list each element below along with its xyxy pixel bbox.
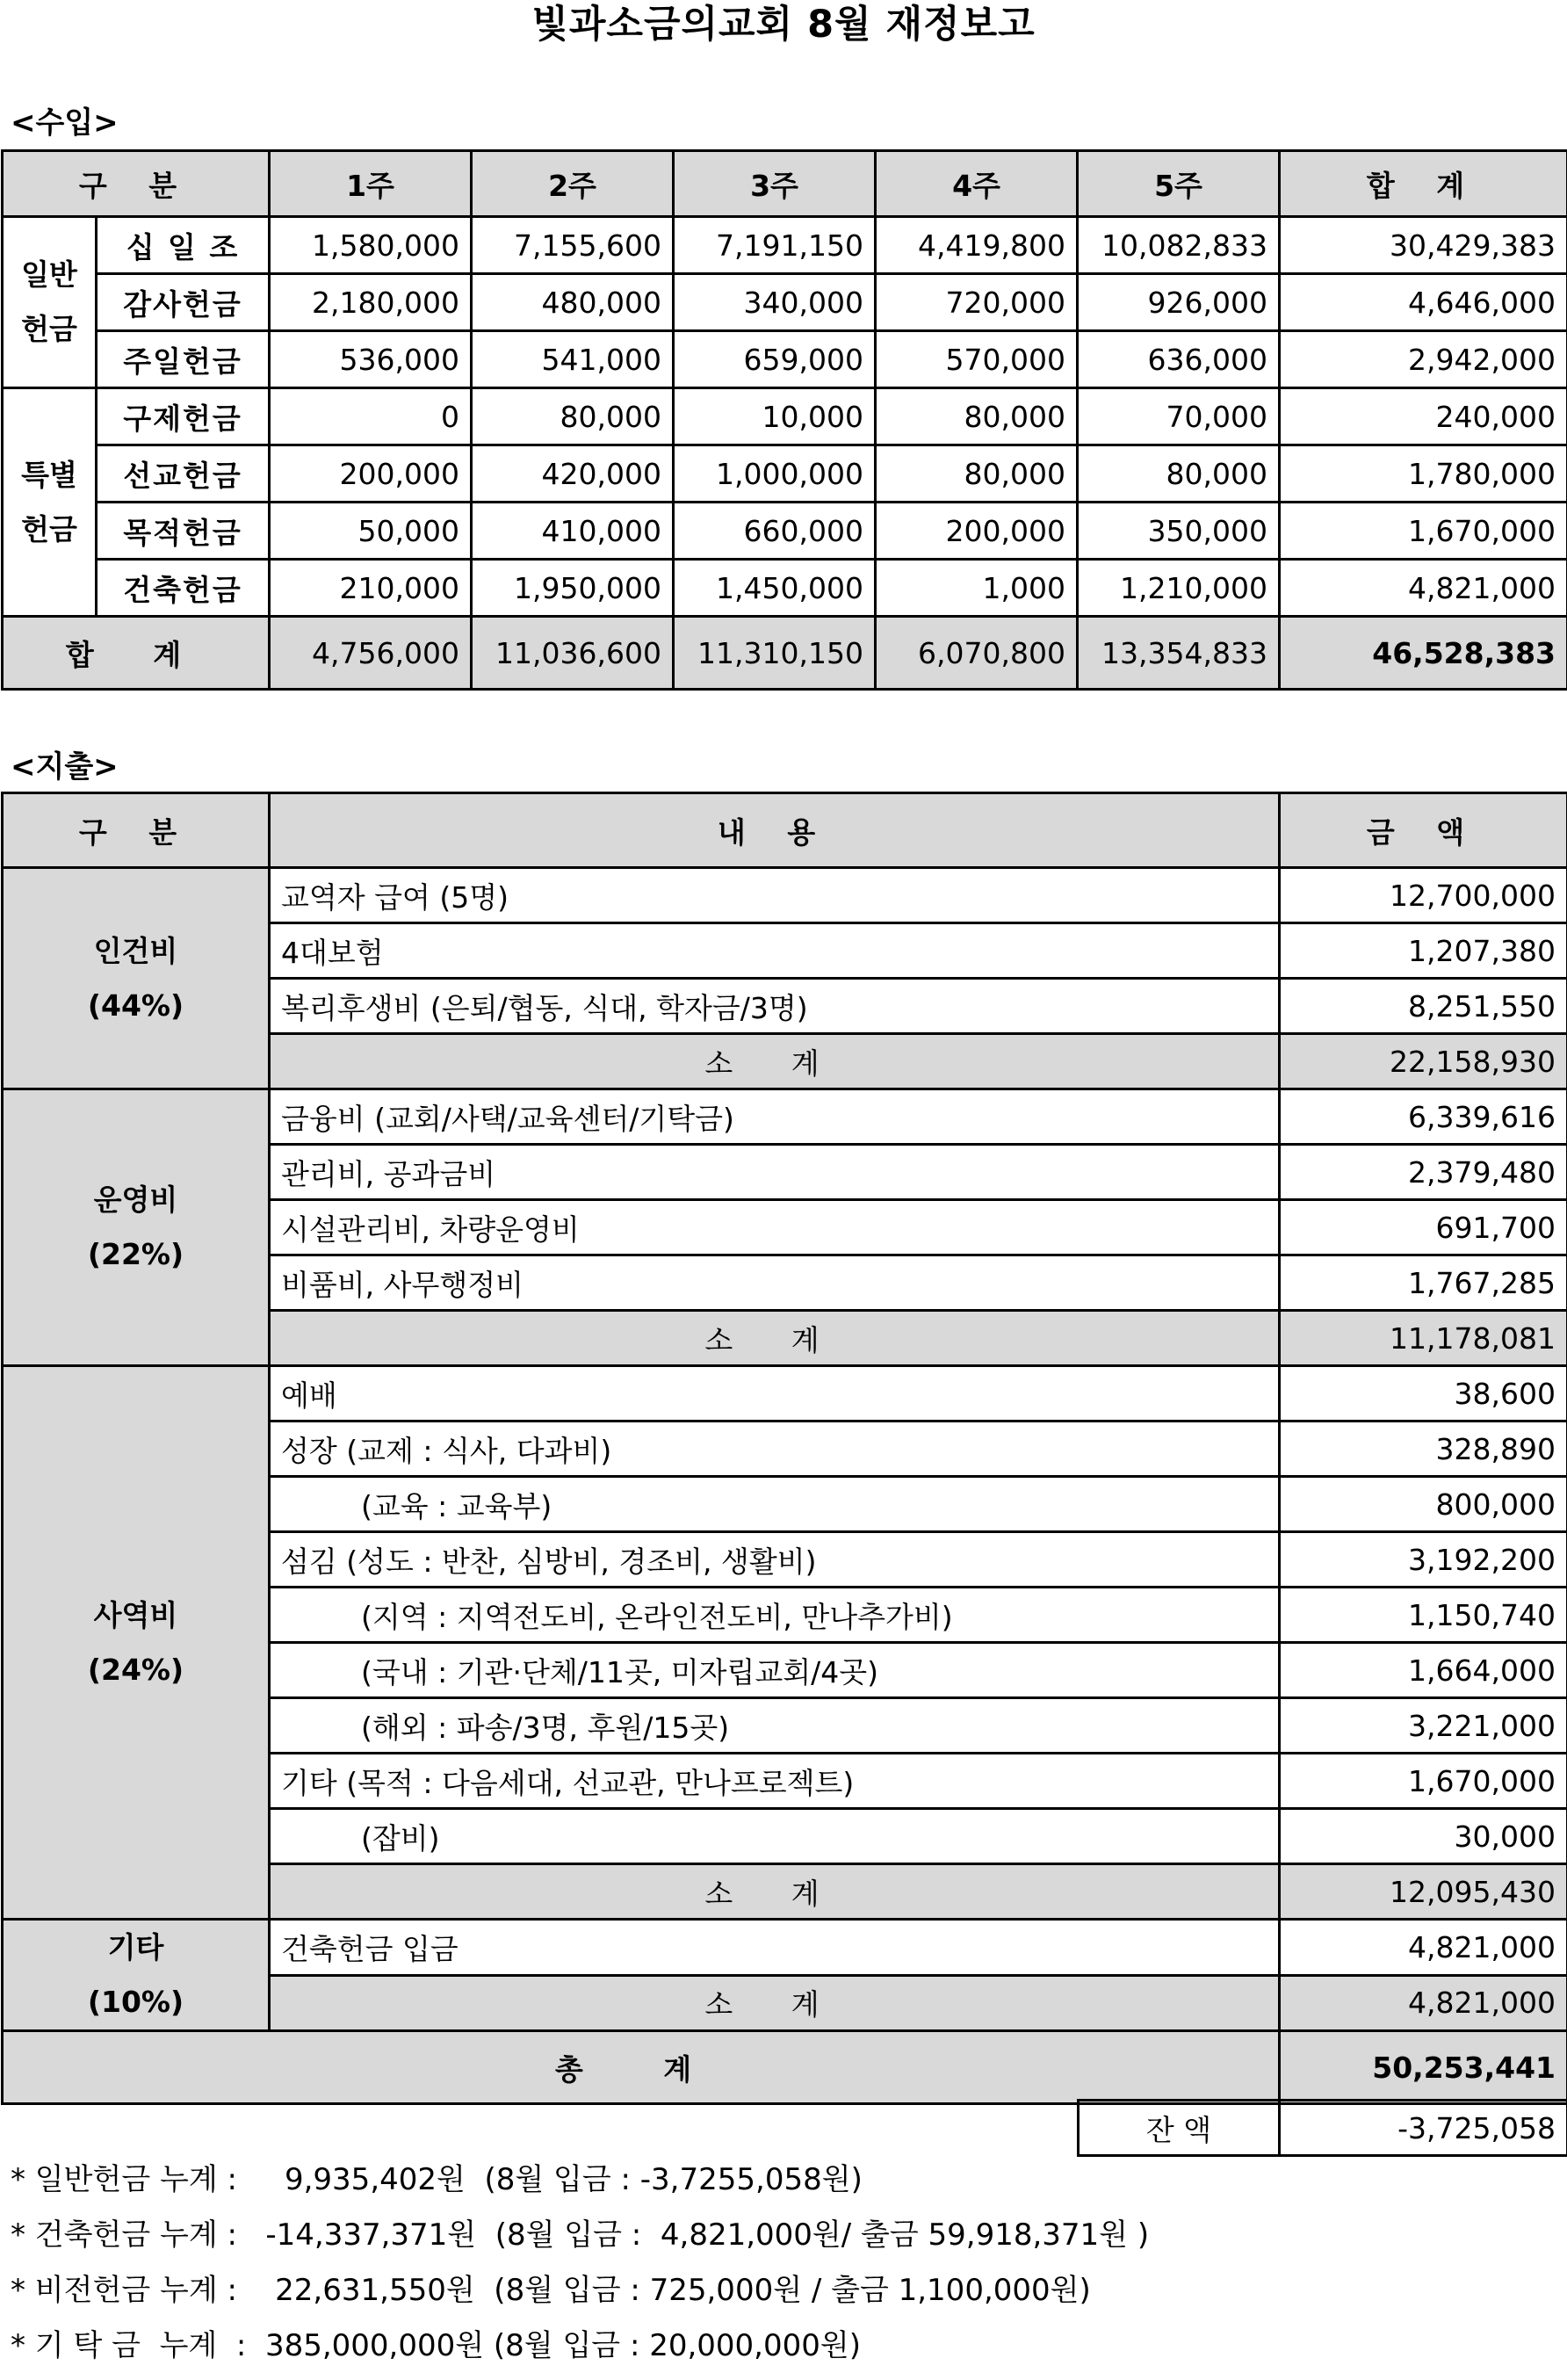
income-group-label-line2: 헌금: [21, 312, 77, 346]
expense-grand-total-amount: 50,253,441: [1280, 2031, 1567, 2104]
expense-subtotal-amount: 22,158,930: [1280, 1034, 1567, 1089]
note-general: * 일반헌금 누계 : 9,935,402원 (8월 입금 : -3,7255,058원): [11, 2162, 863, 2197]
expense-grand-total-label: 총 계: [3, 2031, 1280, 2104]
income-category: 건축헌금: [97, 560, 270, 617]
expense-subtotal-label: 소 계: [270, 1311, 1280, 1366]
income-header-cell: 구 분: [3, 151, 270, 217]
income-value: 410,000: [472, 503, 674, 560]
income-table: [1, 149, 1567, 691]
income-value: 541,000: [472, 331, 674, 388]
expense-item: 관리비, 공과금비: [270, 1145, 1280, 1200]
income-total-value: 11,310,150: [674, 617, 876, 690]
income-value: 420,000: [472, 445, 674, 503]
expense-item: 비품비, 사무행정비: [270, 1255, 1280, 1311]
income-total-value: 46,528,383: [1280, 617, 1567, 690]
income-header-cell: 4주: [876, 151, 1078, 217]
expense-group-label-line1: 기타: [107, 1930, 164, 1964]
income-header-cell: 합 계: [1280, 151, 1567, 217]
income-total-label: 합 계: [3, 617, 270, 690]
income-group-label-line2: 헌금: [21, 511, 77, 546]
expense-header-cell: 내 용: [270, 793, 1280, 868]
expense-item: 교역자 급여 (5명): [270, 868, 1280, 923]
expense-item: (지역 : 지역전도비, 온라인전도비, 만나추가비): [270, 1588, 1280, 1643]
expense-subtotal-amount: 11,178,081: [1280, 1311, 1567, 1366]
income-value: 7,155,600: [472, 217, 674, 274]
income-total-row: [3, 617, 1567, 690]
income-value: 480,000: [472, 274, 674, 331]
expense-subtotal-label: 소 계: [270, 1034, 1280, 1089]
income-group-label: [3, 388, 97, 617]
notes: [11, 2152, 1149, 2374]
expense-table: [1, 792, 1567, 2105]
income-category: 선교헌금: [97, 445, 270, 503]
income-value: 720,000: [876, 274, 1078, 331]
income-row: [3, 274, 1567, 331]
expense-group-label-line1: 인건비: [93, 933, 178, 968]
balance-amount: -3,725,058: [1280, 2101, 1567, 2156]
income-category: 구제헌금: [97, 388, 270, 445]
expense-subtotal-amount: 4,821,000: [1280, 1975, 1567, 2031]
expense-group-label: [3, 1920, 270, 2031]
income-value: 2,942,000: [1280, 331, 1567, 388]
expense-amount: 30,000: [1280, 1809, 1567, 1864]
income-total-value: 13,354,833: [1078, 617, 1280, 690]
income-value: 1,210,000: [1078, 560, 1280, 617]
expense-subtotal-label: 소 계: [270, 1975, 1280, 2031]
note-vision: * 비전헌금 누계 : 22,631,550원 (8월 입금 : 725,000원 / 출금 1,100,000원): [11, 2273, 1091, 2308]
income-header-cell: 2주: [472, 151, 674, 217]
expense-header-cell: 금 액: [1280, 793, 1567, 868]
expense-subtotal-label: 소 계: [270, 1864, 1280, 1920]
expense-amount: 1,150,740: [1280, 1588, 1567, 1643]
income-group-label-line1: 일반: [21, 257, 77, 292]
income-value: 10,082,833: [1078, 217, 1280, 274]
expense-amount: 1,207,380: [1280, 923, 1567, 979]
expense-item: 건축헌금 입금: [270, 1920, 1280, 1976]
expense-amount: 3,192,200: [1280, 1532, 1567, 1588]
income-value: 1,580,000: [270, 217, 472, 274]
expense-item: 4대보험: [270, 923, 1280, 979]
expense-item: (국내 : 기관·단체/11곳, 미자립교회/4곳): [270, 1643, 1280, 1698]
income-category: 주일헌금: [97, 331, 270, 388]
income-value: 0: [270, 388, 472, 445]
expense-row: [3, 868, 1567, 923]
expense-item: 시설관리비, 차량운영비: [270, 1200, 1280, 1255]
expense-item: 섬김 (성도 : 반찬, 심방비, 경조비, 생활비): [270, 1532, 1280, 1588]
expense-group-label-line2: (10%): [87, 1985, 184, 2019]
income-section-label: <수입>: [11, 105, 119, 141]
income-value: 1,000,000: [674, 445, 876, 503]
expense-amount: 800,000: [1280, 1477, 1567, 1532]
expense-item: 금융비 (교회/사택/교육센터/기탁금): [270, 1089, 1280, 1145]
income-value: 240,000: [1280, 388, 1567, 445]
expense-amount: 6,339,616: [1280, 1089, 1567, 1145]
page-title: 빛과소금의교회 8월 재정보고: [531, 3, 1036, 47]
income-value: 1,000: [876, 560, 1078, 617]
income-value: 30,429,383: [1280, 217, 1567, 274]
income-row: [3, 331, 1567, 388]
expense-item: (교육 : 교육부): [270, 1477, 1280, 1532]
income-category: 십 일 조: [97, 217, 270, 274]
expense-header-cell: 구 분: [3, 793, 270, 868]
income-value: 200,000: [876, 503, 1078, 560]
income-total-value: 6,070,800: [876, 617, 1078, 690]
income-value: 1,950,000: [472, 560, 674, 617]
expense-grand-total-row: [3, 2031, 1567, 2104]
income-value: 4,419,800: [876, 217, 1078, 274]
expense-section-label: <지출>: [11, 749, 119, 785]
income-value: 340,000: [674, 274, 876, 331]
income-value: 4,821,000: [1280, 560, 1567, 617]
income-value: 570,000: [876, 331, 1078, 388]
income-header-cell: 3주: [674, 151, 876, 217]
income-header-cell: 1주: [270, 151, 472, 217]
expense-header-row: [3, 793, 1567, 868]
income-value: 636,000: [1078, 331, 1280, 388]
expense-group-label-line1: 운영비: [93, 1183, 178, 1217]
income-total-value: 4,756,000: [270, 617, 472, 690]
expense-amount: 1,664,000: [1280, 1643, 1567, 1698]
income-header-cell: 5주: [1078, 151, 1280, 217]
income-value: 659,000: [674, 331, 876, 388]
income-row: [3, 217, 1567, 274]
expense-item: 복리후생비 (은퇴/협동, 식대, 학자금/3명): [270, 979, 1280, 1034]
income-value: 536,000: [270, 331, 472, 388]
income-value: 2,180,000: [270, 274, 472, 331]
expense-item: 기타 (목적 : 다음세대, 선교관, 만나프로젝트): [270, 1754, 1280, 1809]
income-value: 210,000: [270, 560, 472, 617]
income-value: 80,000: [472, 388, 674, 445]
income-value: 1,670,000: [1280, 503, 1567, 560]
expense-group-label: [3, 868, 270, 1089]
income-group-label: [3, 217, 97, 388]
income-category: 감사헌금: [97, 274, 270, 331]
expense-amount: 4,821,000: [1280, 1920, 1567, 1976]
expense-amount: 2,379,480: [1280, 1145, 1567, 1200]
income-row: [3, 445, 1567, 503]
income-value: 80,000: [876, 445, 1078, 503]
income-value: 50,000: [270, 503, 472, 560]
expense-row: [3, 1089, 1567, 1145]
income-value: 660,000: [674, 503, 876, 560]
expense-group-label: [3, 1089, 270, 1366]
income-value: 926,000: [1078, 274, 1280, 331]
expense-amount: 691,700: [1280, 1200, 1567, 1255]
income-value: 7,191,150: [674, 217, 876, 274]
income-category: 목적헌금: [97, 503, 270, 560]
note-deposit: * 기 탁 금 누계 : 385,000,000원 (8월 입금 : 20,000,000원): [11, 2328, 861, 2363]
expense-amount: 38,600: [1280, 1366, 1567, 1421]
income-group-label-line1: 특별: [21, 457, 77, 492]
expense-item: (해외 : 파송/3명, 후원/15곳): [270, 1698, 1280, 1754]
expense-amount: 1,767,285: [1280, 1255, 1567, 1311]
income-value: 1,780,000: [1280, 445, 1567, 503]
expense-subtotal-amount: 12,095,430: [1280, 1864, 1567, 1920]
income-value: 4,646,000: [1280, 274, 1567, 331]
expense-amount: 328,890: [1280, 1421, 1567, 1477]
expense-group-label-line1: 사역비: [93, 1597, 178, 1632]
note-building: * 건축헌금 누계 : -14,337,371원 (8월 입금 : 4,821,000원/ 출금 59,918,371원 ): [11, 2217, 1150, 2253]
balance-label: 잔 액: [1079, 2101, 1280, 2156]
expense-group-label-line2: (44%): [87, 987, 184, 1023]
income-value: 200,000: [270, 445, 472, 503]
income-value: 70,000: [1078, 388, 1280, 445]
expense-item: 예배: [270, 1366, 1280, 1421]
income-total-value: 11,036,600: [472, 617, 674, 690]
income-value: 350,000: [1078, 503, 1280, 560]
expense-row: [3, 1920, 1567, 1976]
expense-row: [3, 1366, 1567, 1421]
income-header-row: [3, 151, 1567, 217]
income-value: 10,000: [674, 388, 876, 445]
expense-group-label-line2: (22%): [87, 1237, 184, 1271]
income-row: [3, 560, 1567, 617]
expense-amount: 1,670,000: [1280, 1754, 1567, 1809]
balance-table: [1077, 2099, 1567, 2157]
income-value: 1,450,000: [674, 560, 876, 617]
expense-amount: 8,251,550: [1280, 979, 1567, 1034]
expense-group-label-line2: (24%): [87, 1652, 184, 1687]
expense-group-label: [3, 1366, 270, 1920]
income-value: 80,000: [876, 388, 1078, 445]
income-value: 80,000: [1078, 445, 1280, 503]
expense-item: 성장 (교제 : 식사, 다과비): [270, 1421, 1280, 1477]
expense-amount: 3,221,000: [1280, 1698, 1567, 1754]
expense-amount: 12,700,000: [1280, 868, 1567, 923]
expense-item: (잡비): [270, 1809, 1280, 1864]
income-row: [3, 503, 1567, 560]
income-row: [3, 388, 1567, 445]
